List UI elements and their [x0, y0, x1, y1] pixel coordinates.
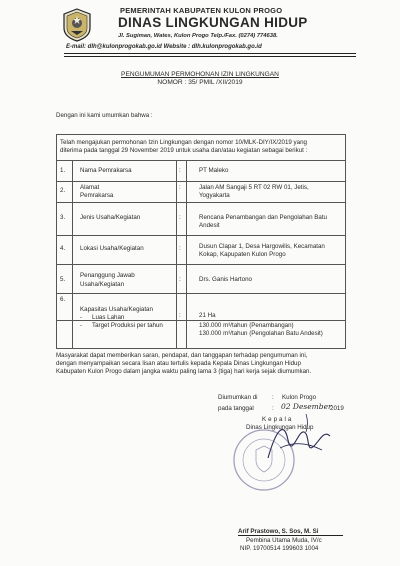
- row-value: Rencana Penambangan dan Pengolahan Batu: [199, 214, 327, 221]
- closing-line: Kabupaten Kulon Progo dalam jangka waktu paling lama 3 (tiga) hari kerja sejak diumumkan.: [56, 368, 312, 375]
- row-value-line2: Andesit: [199, 222, 220, 229]
- letterhead-rule-thin: [64, 56, 356, 57]
- signer-name: Arif Prastowo, S. Sos, M. Si: [238, 528, 319, 535]
- intro-text: Dengan ini kami umumkan bahwa :: [56, 112, 153, 119]
- table-column-line: [176, 160, 177, 349]
- table-column-line: [72, 160, 73, 349]
- row-label: Kapasitas Usaha/Kegiatan: [80, 306, 153, 313]
- issued-year: 2019: [330, 405, 344, 412]
- issued-place: Kulon Progo: [282, 394, 317, 401]
- row-label: Jenis Usaha/Kegiatan: [80, 214, 141, 221]
- table-column-line: [186, 160, 187, 349]
- row-value: 21 Ha: [199, 312, 216, 319]
- table-divider: [56, 264, 346, 265]
- table-divider: [56, 181, 346, 182]
- table-divider: [56, 160, 346, 161]
- row-colon: :: [179, 312, 181, 319]
- letterhead-rule: [64, 53, 356, 54]
- document-title: PENGUMUMAN PERMOHONAN IZIN LINGKUNGAN: [121, 71, 279, 78]
- kulon-progo-emblem-logo: [62, 8, 92, 42]
- row-value: 130.000 m³/tahun (Pengolahan Batu Andesit): [199, 330, 323, 337]
- document-number: NOMOR : 35/ PMIL /XII/2019: [157, 79, 243, 86]
- table-divider: [56, 202, 346, 203]
- closing-line: Masyarakat dapat memberikan saran, pendapat, dan tanggapan terhadap pengumuman ini,: [56, 352, 308, 359]
- row-value-line2: Yogyakarta: [199, 192, 230, 199]
- row-sub-dash: -: [80, 322, 83, 329]
- row-sub-label: Target Produksi per tahun: [92, 322, 163, 329]
- row-value: PT Maleko: [199, 167, 229, 174]
- row-label-line2: Usaha/Kegiatan: [80, 281, 125, 288]
- row-value: 130.000 m³/tahun (Penambangan): [199, 322, 294, 329]
- row-label: Penanggung Jawab: [80, 272, 135, 279]
- issued-colon: :: [272, 394, 274, 401]
- row-label: Nama Pemrakarsa: [80, 167, 132, 174]
- signer-name-underline: [238, 535, 343, 536]
- row-number: 4.: [60, 245, 66, 252]
- row-value: Drs. Ganis Hartono: [199, 276, 252, 283]
- office-contact: E-mail: dlh@kulonprogokab.go.id Website : dlh.kulonprogokab.go.id: [66, 44, 262, 50]
- issued-date-colon: :: [272, 405, 274, 412]
- office-name: DINAS LINGKUNGAN HIDUP: [118, 15, 308, 30]
- closing-line: dengan menyampaikan secara lisan atau tertulis kepada Kepala Dinas Lingkungan Hidup: [56, 360, 301, 367]
- table-divider: [56, 235, 346, 236]
- row-value: Jalan AM Sangaji 5 RT 02 RW 01, Jetis,: [199, 184, 309, 191]
- row-sub-dash: -: [80, 314, 83, 321]
- row-number: 6.: [60, 296, 66, 303]
- row-colon: :: [179, 276, 181, 283]
- row-label: Alamat: [80, 184, 100, 191]
- gov-name: PEMERINTAH KABUPATEN KULON PROGO: [120, 6, 283, 15]
- signer-nip: NIP. 19700514 199603 1004: [240, 545, 319, 552]
- row-colon: :: [179, 245, 181, 252]
- row-label-line2: Pemrakarsa: [80, 192, 114, 199]
- row-value: Dusun Clapar 1, Desa Hargowilis, Kecamatan: [199, 243, 325, 250]
- row-number: 5.: [60, 276, 66, 283]
- row-sub-label: Luas Lahan: [92, 314, 125, 321]
- table-divider: [56, 293, 346, 294]
- signer-rank: Pembina Utama Muda, IV/c: [246, 537, 322, 544]
- row-colon: :: [179, 167, 181, 174]
- notice-line-2: diterima pada tanggal 29 November 2019 untuk usaha dan/atau kegiatan sebagai berikut :: [60, 147, 308, 154]
- signer-title-2: Dinas Lingkungan Hidup: [246, 424, 314, 431]
- issued-date-label: pada tanggal: [218, 405, 254, 412]
- row-colon: :: [179, 214, 181, 221]
- row-value-line2: Kokap, Kapupaten Kulon Progo: [199, 251, 286, 258]
- handwritten-date: 02 Desember: [281, 402, 332, 411]
- issued-place-label: Diumumkan di: [218, 394, 258, 401]
- row-number: 3.: [60, 214, 66, 221]
- notice-line-1: Telah mengajukan permohonan Izin Lingkungan dengan nomor 10/MLK-DIY/IX/2019 yang: [60, 139, 307, 146]
- row-number: 2.: [60, 187, 66, 194]
- row-colon: :: [179, 184, 181, 191]
- office-address: Jl. Sugiman, Wates, Kulon Progo Telp./Fax. (0274) 774638.: [118, 33, 278, 39]
- row-number: 1.: [60, 167, 66, 174]
- row-label: Lokasi Usaha/Kegiatan: [80, 245, 144, 252]
- signer-title-1: Kepala: [262, 416, 294, 423]
